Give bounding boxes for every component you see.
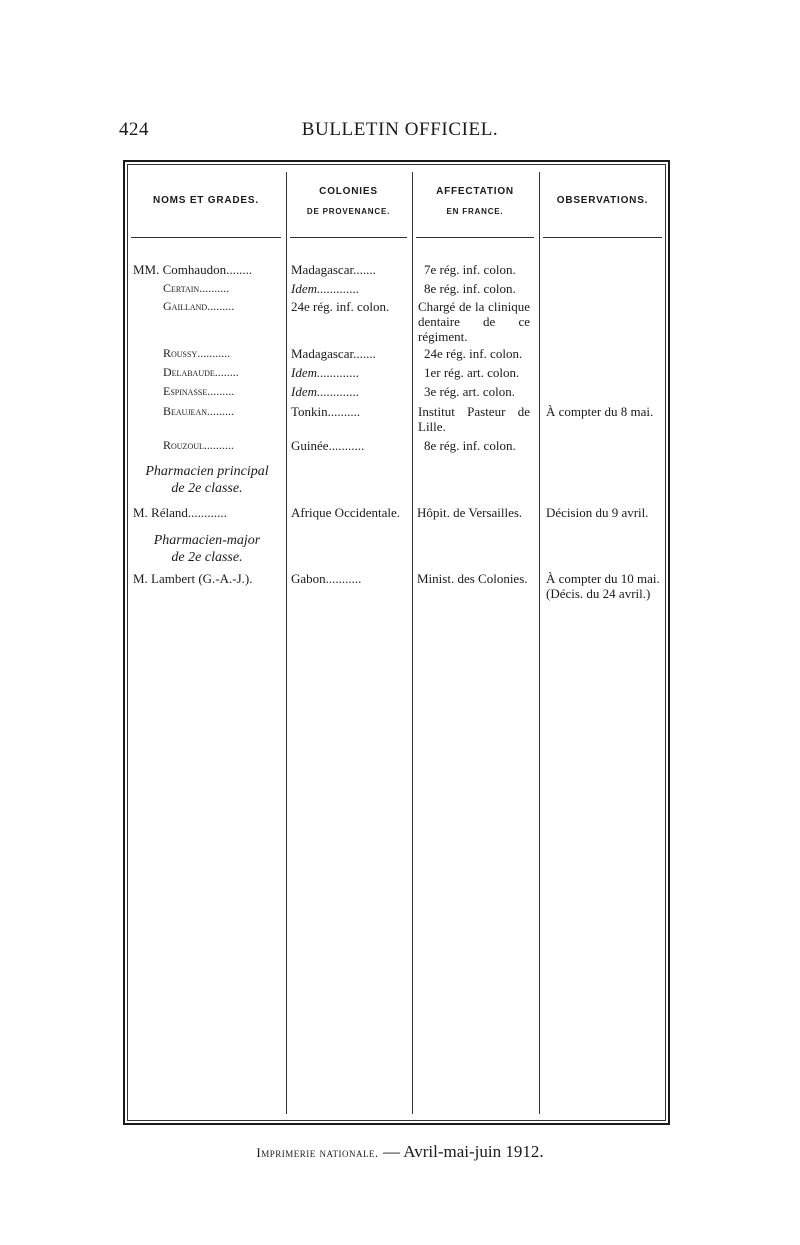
running-title: BULLETIN OFFICIEL. <box>301 119 499 140</box>
row-colony: 24e rég. inf. colon. <box>291 299 390 314</box>
section-heading <box>133 532 281 566</box>
row-colony: Idem............. <box>291 281 360 296</box>
column-header-observations <box>543 195 662 206</box>
section-heading <box>133 463 281 497</box>
row-assignment: Hôpit. de Versailles. <box>417 505 523 520</box>
row-colony: Idem............. <box>291 365 360 380</box>
section-heading-line: Pharmacien principal <box>145 464 269 479</box>
row-name: Espinasse......... <box>163 384 235 398</box>
row-assignment: 24e rég. inf. colon. <box>424 346 523 361</box>
column-header-affectation-sub: EN FRANCE. <box>446 207 504 216</box>
row-colony: Idem............. <box>291 384 360 399</box>
row-assignment: 1er rég. art. colon. <box>424 365 520 380</box>
row-observation: À compter du 10 mai. (Décis. du 24 avril.) <box>546 571 660 601</box>
row-colony: Madagascar....... <box>291 262 376 277</box>
footer-separator: — <box>378 1142 404 1161</box>
footer <box>0 1142 800 1162</box>
row-assignment: 3e rég. art. colon. <box>424 384 515 399</box>
footer-printer: Imprimerie nationale. <box>256 1145 379 1160</box>
row-assignment: 8e rég. inf. colon. <box>424 281 516 296</box>
page-number: 424 <box>119 119 149 140</box>
row-assignment: Institut Pasteur de Lille. <box>418 404 530 434</box>
column-header-observations-label: OBSERVATIONS. <box>556 195 649 206</box>
section-heading-line: Pharmacien-major <box>153 533 261 548</box>
header-rule <box>131 237 281 238</box>
row-colony: Madagascar....... <box>291 346 376 361</box>
row-name: Delabaude........ <box>163 365 239 379</box>
row-name: Roussy........... <box>163 346 231 360</box>
row-name: Beaujean......... <box>163 404 234 418</box>
column-header-names <box>131 195 281 206</box>
row-assignment: 8e rég. inf. colon. <box>424 438 516 453</box>
row-assignment: Minist. des Colonies. <box>417 571 528 586</box>
footer-date: Avril-mai-juin 1912. <box>403 1142 544 1161</box>
row-assignment: 7e rég. inf. colon. <box>424 262 516 277</box>
row-observation: À compter du 8 mai. <box>546 404 654 419</box>
row-name: Certain.......... <box>163 281 230 295</box>
column-header-colonies-label: COLONIES <box>319 186 378 197</box>
section-heading-line: de 2e classe. <box>171 481 243 496</box>
row-colony: Gabon........... <box>291 571 362 586</box>
column-divider <box>412 172 413 1114</box>
column-header-affectation <box>416 186 534 216</box>
column-divider <box>286 172 287 1114</box>
row-assignment: Chargé de la clinique dentaire de ce régiment. <box>418 299 530 344</box>
column-header-colonies-sub: DE PROVENANCE. <box>306 207 391 216</box>
column-header-affectation-label: AFFECTATION <box>436 186 514 197</box>
column-header-colonies <box>290 186 407 216</box>
section-heading-line: de 2e classe. <box>171 550 243 565</box>
row-colony: Guinée........... <box>291 438 365 453</box>
row-name: M. Réland............ <box>133 505 227 520</box>
row-name: Gailland......... <box>163 299 235 313</box>
header-rule <box>543 237 662 238</box>
row-name: Rouzoul.......... <box>163 438 234 452</box>
row-colony: Tonkin.......... <box>291 404 361 419</box>
header-rule <box>290 237 407 238</box>
column-divider <box>539 172 540 1114</box>
header-rule <box>416 237 534 238</box>
row-colony: Afrique Occidentale. <box>291 505 401 520</box>
row-name: M. Lambert (G.-A.-J.). <box>133 571 253 586</box>
column-header-names-label: NOMS ET GRADES. <box>153 195 259 206</box>
row-name: MM. Comhaudon........ <box>133 262 253 277</box>
row-observation: Décision du 9 avril. <box>546 505 649 520</box>
